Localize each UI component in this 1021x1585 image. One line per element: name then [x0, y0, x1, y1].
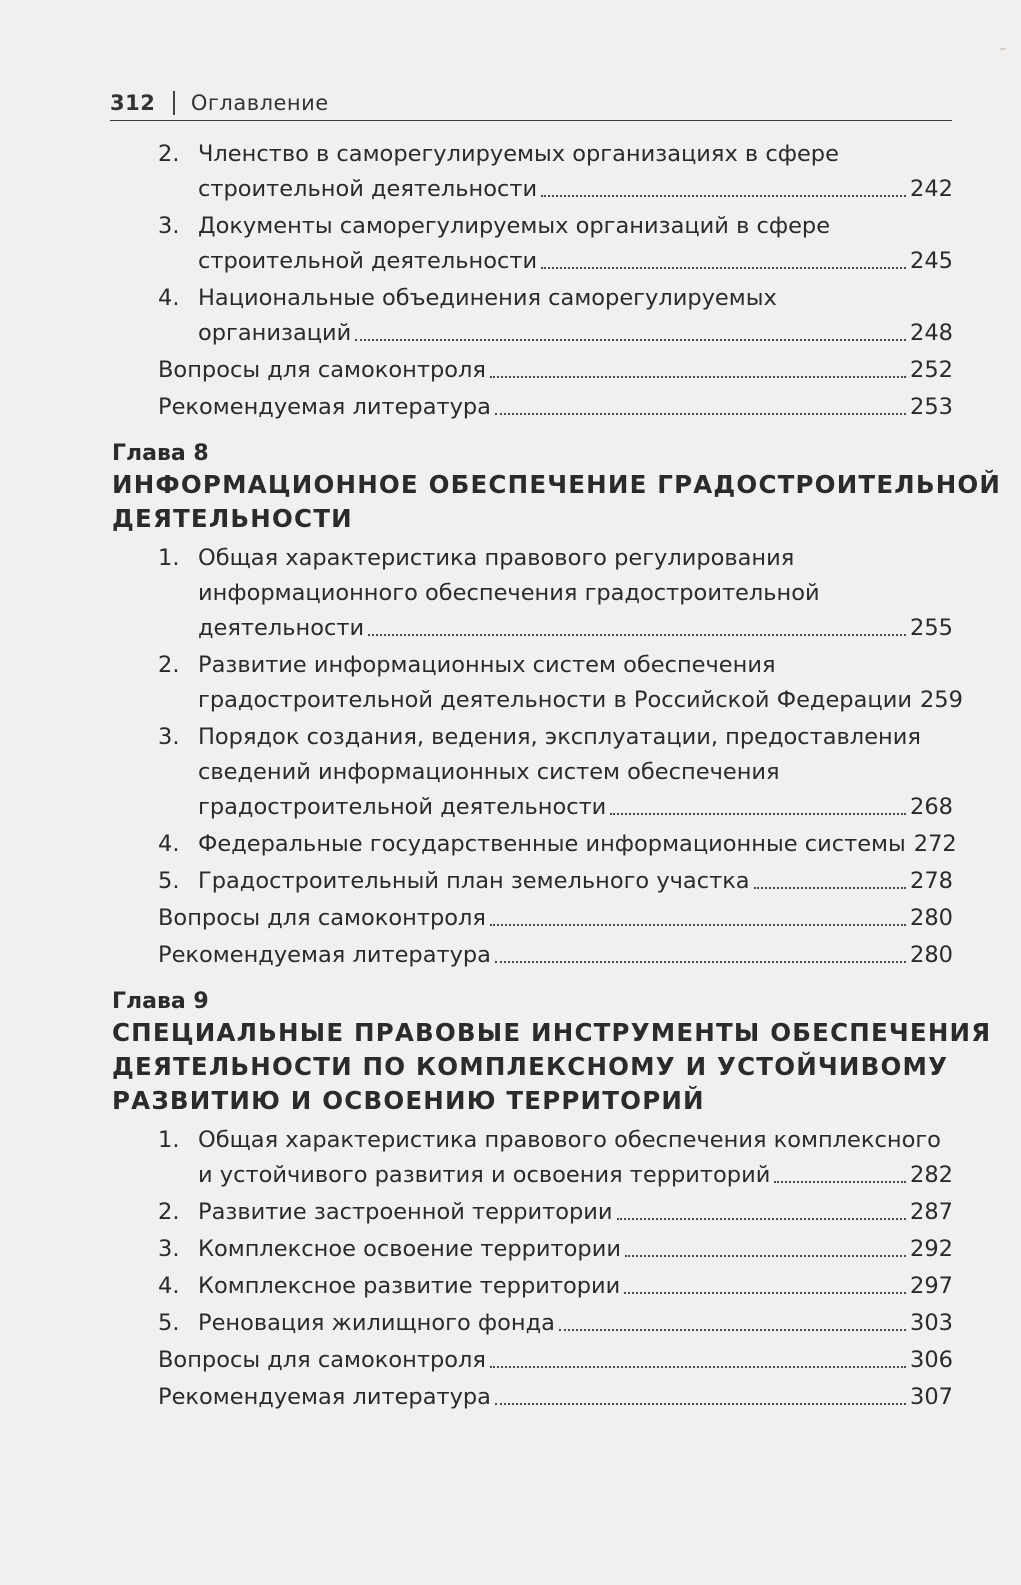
toc-page-number: 272 [913, 831, 957, 857]
toc-entry-text: Членство в саморегулируемых организациях в сфере [198, 141, 839, 167]
running-title: Оглавление [190, 91, 329, 115]
toc-entry-title: деятельности [198, 615, 365, 641]
toc-entry-title: градостроительной деятельности [198, 794, 607, 820]
toc-entry-title: Реновация жилищного фонда [198, 1310, 555, 1336]
dot-leader [624, 1292, 906, 1294]
toc-page-number: 245 [910, 248, 953, 274]
dot-leader [541, 267, 906, 269]
dot-leader [541, 195, 906, 197]
toc-entry-text: Общая характеристика правового обеспечения комплексного [198, 1127, 941, 1153]
toc-entry-row [198, 1268, 953, 1304]
toc-entry-title: Федеральные государственные информационные системы [198, 831, 906, 857]
toc-entry-text-line [198, 754, 780, 790]
toc-entry-text-line [198, 575, 820, 611]
toc-page-number: 297 [910, 1273, 953, 1299]
dot-leader [754, 887, 906, 889]
toc-entry-number: 4. [158, 831, 180, 857]
chapter-title: ДЕЯТЕЛЬНОСТИ [112, 504, 353, 533]
toc-entry-text-line [198, 280, 777, 316]
toc-entry-title: Вопросы для самоконтроля [158, 357, 486, 383]
dot-leader [355, 339, 906, 341]
toc-page-number: 248 [910, 320, 953, 346]
toc-page-number: 306 [910, 1347, 953, 1373]
toc-entry-number: 3. [158, 1236, 180, 1262]
toc-entry-title: организаций [198, 320, 352, 346]
toc-entry-row [158, 352, 953, 388]
toc-entry-text-line [198, 136, 839, 172]
toc-entry-title: Развитие застроенной территории [198, 1199, 613, 1225]
toc-entry-title: Рекомендуемая литература [158, 942, 491, 968]
toc-entry-row [158, 1379, 953, 1415]
paper-speck [1000, 48, 1006, 50]
chapter-title: СПЕЦИАЛЬНЫЕ ПРАВОВЫЕ ИНСТРУМЕНТЫ ОБЕСПЕЧЕНИЯ [112, 1018, 992, 1047]
dot-leader [610, 813, 906, 815]
toc-entry-row [158, 900, 953, 936]
chapter-title: ДЕЯТЕЛЬНОСТИ ПО КОМПЛЕКСНОМУ И УСТОЙЧИВОМУ [112, 1052, 949, 1081]
chapter-title: РАЗВИТИЮ И ОСВОЕНИЮ ТЕРРИТОРИЙ [112, 1086, 705, 1115]
toc-entry-text: Национальные объединения саморегулируемых [198, 285, 777, 311]
toc-page-number: 255 [910, 615, 953, 641]
toc-entry-number: 2. [158, 652, 180, 678]
toc-entry-title: строительной деятельности [198, 176, 538, 202]
chapter-label: Глава 8 [112, 441, 209, 466]
dot-leader [617, 1218, 906, 1220]
toc-page-number: 259 [919, 687, 963, 713]
toc-page-number: 278 [910, 868, 953, 894]
toc-page-number: 268 [910, 794, 953, 820]
dot-leader [774, 1181, 906, 1183]
toc-entry-row [198, 863, 953, 899]
toc-page-number: 280 [910, 942, 953, 968]
toc-entry-row [198, 610, 953, 646]
toc-entry-title: строительной деятельности [198, 248, 538, 274]
header-separator [173, 91, 175, 115]
toc-entry-text-line [198, 1122, 941, 1158]
toc-entry-text-line [198, 719, 921, 755]
toc-entry-title: Комплексное освоение территории [198, 1236, 621, 1262]
chapter-title: ИНФОРМАЦИОННОЕ ОБЕСПЕЧЕНИЕ ГРАДОСТРОИТЕЛЬНОЙ [112, 470, 1002, 499]
toc-entry-title: Рекомендуемая литература [158, 1384, 491, 1410]
dot-leader [490, 924, 906, 926]
toc-entry-number: 3. [158, 213, 180, 239]
toc-entry-title: Вопросы для самоконтроля [158, 1347, 486, 1373]
toc-entry-text: Развитие информационных систем обеспечения [198, 652, 776, 678]
toc-page-number: 242 [910, 176, 953, 202]
toc-page-number: 280 [910, 905, 953, 931]
toc-page-number: 252 [910, 357, 953, 383]
toc-entry-number: 4. [158, 1273, 180, 1299]
toc-entry-number: 5. [158, 1310, 180, 1336]
toc-page-number: 292 [910, 1236, 953, 1262]
dot-leader [490, 1366, 906, 1368]
toc-entry-text-line [198, 647, 776, 683]
toc-entry-row [198, 1157, 953, 1193]
toc-entry-text: Общая характеристика правового регулирования [198, 545, 795, 571]
toc-entry-text: Порядок создания, ведения, эксплуатации, предоставления [198, 724, 921, 750]
toc-entry-title: Комплексное развитие территории [198, 1273, 621, 1299]
toc-page-number: 282 [910, 1162, 953, 1188]
dot-leader [368, 634, 906, 636]
toc-entry-row [198, 1231, 953, 1267]
toc-entry-number: 1. [158, 1127, 180, 1153]
dot-leader [495, 1403, 906, 1405]
chapter-label: Глава 9 [112, 989, 209, 1014]
toc-page-number: 307 [910, 1384, 953, 1410]
running-header [110, 86, 952, 121]
toc-entry-row [198, 682, 963, 718]
toc-entry-row [158, 389, 953, 425]
page-number: 312 [110, 91, 156, 115]
toc-entry-text: информационного обеспечения градостроительной [198, 580, 820, 606]
toc-entry-row [198, 1305, 953, 1341]
toc-entry-text: сведений информационных систем обеспечения [198, 759, 780, 785]
toc-entry-number: 2. [158, 141, 180, 167]
toc-entry-text-line [198, 540, 794, 576]
dot-leader [490, 376, 906, 378]
toc-entry-number: 1. [158, 545, 180, 571]
toc-entry-row [198, 171, 953, 207]
toc-entry-title: градостроительной деятельности в Российской Федерации [198, 687, 912, 713]
toc-entry-number: 5. [158, 868, 180, 894]
toc-page-number: 253 [910, 394, 953, 420]
toc-entry-row [198, 789, 953, 825]
dot-leader [495, 413, 906, 415]
toc-entry-text-line [198, 208, 830, 244]
toc-entry-row [158, 1342, 953, 1378]
dot-leader [495, 961, 906, 963]
toc-entry-number: 4. [158, 285, 180, 311]
toc-entry-row [158, 937, 953, 973]
toc-entry-row [198, 826, 957, 862]
toc-entry-text: Документы саморегулируемых организаций в сфере [198, 213, 831, 239]
toc-entry-title: Вопросы для самоконтроля [158, 905, 486, 931]
dot-leader [559, 1329, 906, 1331]
toc-entry-title: и устойчивого развития и освоения территорий [198, 1162, 771, 1188]
toc-entry-row [198, 243, 953, 279]
toc-entry-title: Градостроительный план земельного участка [198, 868, 750, 894]
toc-entry-row [198, 315, 953, 351]
toc-entry-number: 3. [158, 724, 180, 750]
toc-entry-number: 2. [158, 1199, 180, 1225]
toc-entry-title: Рекомендуемая литература [158, 394, 491, 420]
toc-page-number: 287 [910, 1199, 953, 1225]
toc-page-number: 303 [910, 1310, 953, 1336]
dot-leader [625, 1255, 906, 1257]
toc-entry-row [198, 1194, 953, 1230]
